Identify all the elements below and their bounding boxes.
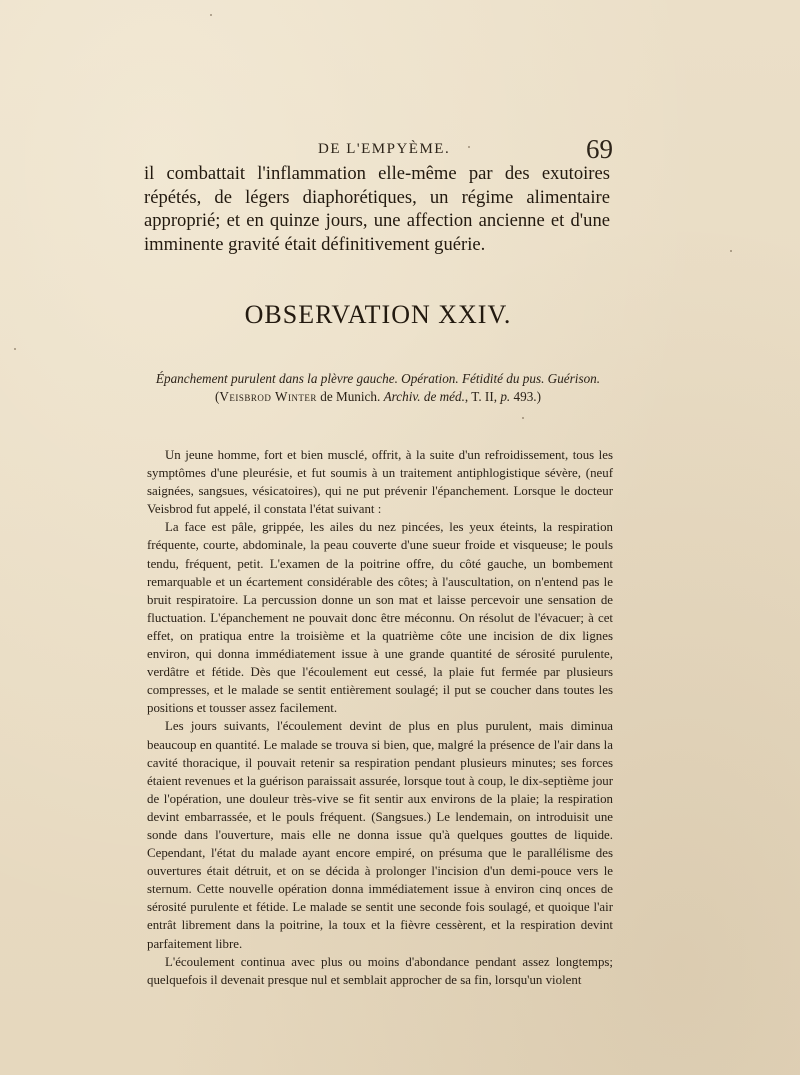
source-volume: , T. II, — [464, 389, 501, 404]
paper-speck — [210, 14, 212, 16]
running-head: DE L'EMPYÈME. — [318, 141, 451, 157]
source-place: de Munich. — [316, 389, 384, 404]
observation-source — [145, 388, 611, 405]
body-paragraph-2: La face est pâle, grippée, les ailes du nez pincées, les yeux éteints, la respiration fréquente, courte, abdominale, la peau couverte d'une sueur froide et visqueuse; le pouls tendu, fréquent, petit. L'examen de la poitrine offre, du côté gauche, un bombement remarquable et un écartement considérable des côtes; à l'auscultation, on n'entend pas le bruit respiratoire. La percussion donne un son mat et laisse percevoir une sensation de fluctuation. L'épanchement ne pouvait donc être méconnu. On résolut de l'évacuer; à cet effet, on pratiqua entre la troisième et la quatrième côte une incision de dix lignes environ, qui donna immédiatement issue à une grande quantité de sérosité purulente, verdâtre et fétide. Dès que l'écoulement eut cessé, la plaie fut fermée par plusieurs compresses, et le malade se sentit entièrement soulagé; il put se coucher dans toutes les positions et tousser assez facilement. — [147, 520, 613, 716]
observation-body — [147, 446, 613, 989]
source-authors: Veisbrod Winter — [219, 389, 317, 404]
body-paragraph-4: L'écoulement continua avec plus ou moins d'abondance pendant assez longtemps; quelquefois il devenait presque nul et semblait approcher de sa fin, lorsqu'un violent — [147, 954, 613, 987]
paper-speck — [468, 146, 470, 148]
observation-title: OBSERVATION XXIV. — [244, 300, 512, 329]
continuation-paragraph: il combattait l'inflammation elle-même par des exutoires répétés, de légers diaphorétiques, un régime alimentaire approprié; et en quinze jours, une affection ancienne et d'une imminente gravité était définitivement guérie. — [144, 163, 610, 256]
paper-speck — [730, 250, 732, 252]
paper-speck — [14, 348, 16, 350]
observation-summary: Épanchement purulent dans la plèvre gauche. Opération. Fétidité du pus. Guérison. — [155, 371, 601, 386]
source-open: ( — [215, 389, 220, 404]
source-journal: Archiv. de méd. — [383, 389, 465, 404]
source-page-label: p. — [500, 389, 511, 404]
page-number: 69 — [586, 134, 613, 164]
body-paragraph-1: Un jeune homme, fort et bien musclé, offrit, à la suite d'un refroidissement, tous les symptômes d'une pleurésie, et fut soumis à un traitement antiphlogistique sévère, (neuf saignées, sangsues, vésicatoires), qui ne put prévenir l'épanchement. Lorsque le docteur Veisbrod fut appelé, il constata l'état suivant : — [147, 448, 613, 517]
paper-speck — [522, 417, 524, 419]
source-page: 493.) — [510, 389, 541, 404]
body-paragraph-3: Les jours suivants, l'écoulement devint de plus en plus purulent, mais diminua beaucoup en quantité. Le malade se trouva si bien, que, malgré la présence de l'air dans la cavité thoracique, il pouvait retenir sa respiration pendant plusieurs minutes; ses forces étaient revenues et la guérison paraissait assurée, lorsque tout à coup, le dix-septième jour de l'opération, une douleur très-vive se fit sentir aux environs de la plaie; la respiration devint embarrassée, et le pouls fréquent. (Sangsues.) Le lendemain, on introduisit une sonde dans l'ouverture, mais elle ne donna issue qu'à quelques gouttes de liquide. Cependant, l'état du malade ayant encore empiré, on présuma que le parallélisme des ouvertures était détruit, et on se décida à prolonger l'incision d'un demi-pouce vers le sternum. Cette nouvelle opération donna immédiatement issue à environ cinq onces de sérosité purulente et fétide. Le malade se sentit une seconde fois soulagé, et quoique l'air entrât librement dans la poitrine, la toux et la fièvre cessèrent, et la respiration devint parfaitement libre. — [147, 719, 613, 951]
